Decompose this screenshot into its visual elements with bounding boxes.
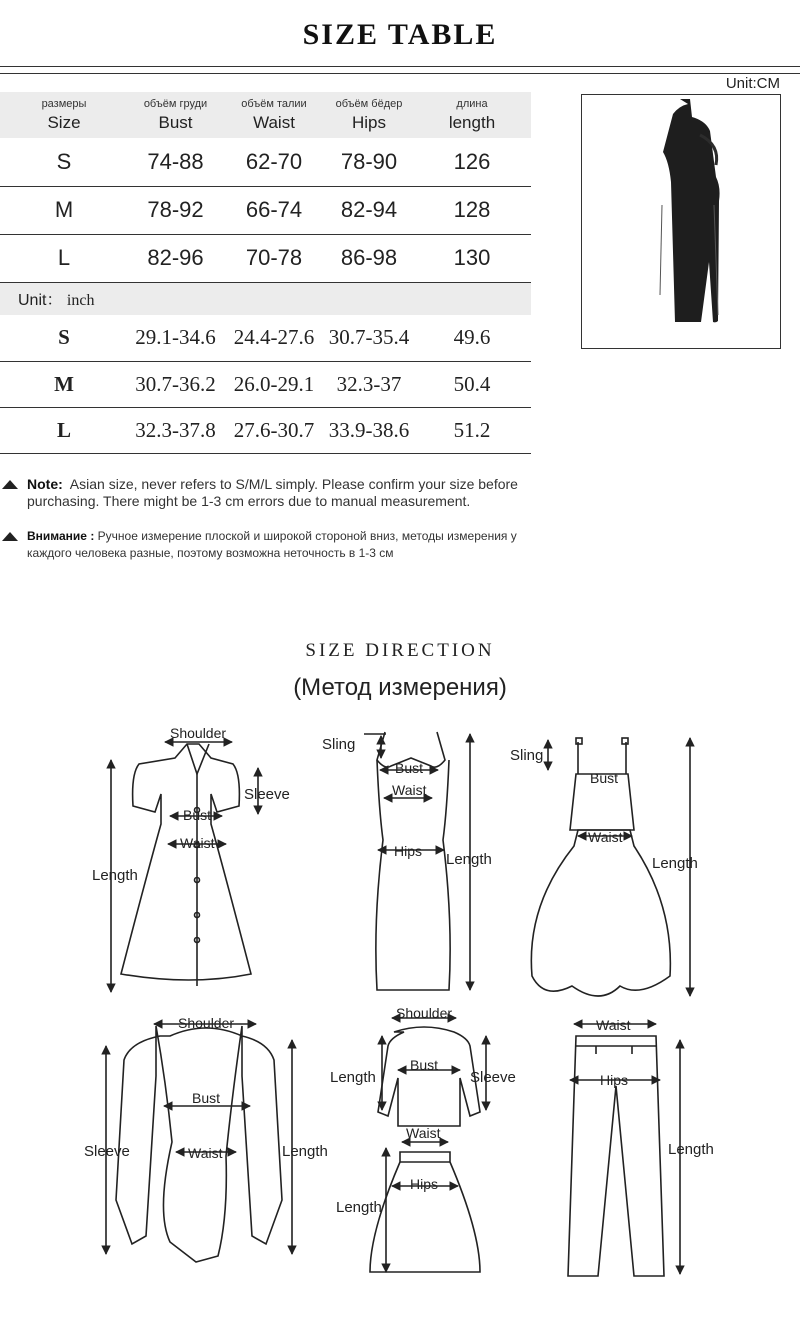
- label-length: Length: [336, 1199, 382, 1216]
- label-sleeve: Sleeve: [244, 786, 290, 803]
- label-length: Length: [330, 1069, 376, 1086]
- label-waist: Waist: [406, 1125, 441, 1141]
- col-waist: объём талии Waist: [241, 97, 307, 132]
- label-length: Length: [92, 867, 138, 884]
- table-row: S 74-88 62-70 78-90 126: [0, 138, 531, 186]
- table-row: M 78-92 66-74 82-94 128: [0, 186, 531, 234]
- product-photo: [581, 94, 781, 349]
- warning-triangle-icon: [2, 532, 18, 541]
- unit-label: Unit:CM: [725, 75, 780, 92]
- warning-triangle-icon: [2, 480, 18, 489]
- table-row: L 32.3-37.8 27.6-30.7 33.9-38.6 51.2: [0, 407, 531, 453]
- size-table: [0, 92, 531, 454]
- table-row: M 30.7-36.2 26.0-29.1 32.3-37 50.4: [0, 361, 531, 407]
- note-en: Note: Asian size, never refers to S/M/L simply. Please confirm your size before purchasing. There might be 1-3 cm errors due to manual measurement.: [0, 476, 540, 510]
- label-bust: Bust: [395, 760, 424, 776]
- label-sling: Sling: [322, 736, 356, 753]
- label-hips: Hips: [394, 843, 423, 859]
- label-shoulder: Shoulder: [170, 725, 227, 741]
- label-shoulder: Shoulder: [396, 1005, 453, 1021]
- pants-diagram: [568, 1024, 680, 1276]
- dress-image: [582, 95, 780, 348]
- col-hips: объём бёдер Hips: [335, 97, 403, 132]
- col-bust: объём груди Bust: [143, 97, 208, 132]
- label-waist: Waist: [188, 1145, 223, 1161]
- size-direction-title: SIZE DIRECTION: [305, 640, 495, 661]
- label-hips: Hips: [410, 1176, 439, 1192]
- label-bust: Bust: [192, 1090, 221, 1106]
- note-ru: Внимание : Ручное измерение плоской и широкой стороной вниз, методы измерения у каждого человека разные, поэтому возможна неточность в 1-3 см: [0, 528, 540, 562]
- col-length: длина length: [448, 97, 496, 132]
- divider: [0, 66, 800, 67]
- label-waist: Waist: [180, 835, 215, 851]
- label-length: Length: [446, 851, 492, 868]
- label-length: Length: [668, 1141, 714, 1158]
- label-length: Length: [652, 855, 698, 872]
- table-row: S 29.1-34.6 24.4-27.6 30.7-35.4 49.6: [0, 315, 531, 361]
- page-title: SIZE TABLE: [302, 18, 498, 51]
- label-bust: Bust: [590, 770, 619, 786]
- measurement-diagrams: [0, 700, 800, 1300]
- table-header: [0, 92, 531, 138]
- label-sling: Sling: [510, 747, 544, 764]
- label-hips: Hips: [600, 1072, 629, 1088]
- label-shoulder: Shoulder: [178, 1015, 235, 1031]
- divider: [0, 73, 800, 74]
- label-sleeve: Sleeve: [470, 1069, 516, 1086]
- label-waist: Waist: [596, 1017, 631, 1033]
- table-row: L 82-96 70-78 86-98 130: [0, 234, 531, 282]
- label-bust: Bust: [183, 807, 212, 823]
- label-bust: Bust: [410, 1057, 439, 1073]
- label-waist: Waist: [588, 829, 623, 845]
- label-waist: Waist: [392, 782, 427, 798]
- col-size: размеры Size: [41, 97, 87, 132]
- size-direction-subtitle: (Метод измерения): [293, 674, 507, 701]
- label-length: Length: [282, 1143, 328, 1160]
- label-sleeve: Sleeve: [84, 1143, 130, 1160]
- inch-unit-row: Unit： inch: [0, 282, 531, 315]
- bodysuit-diagram: [106, 1024, 292, 1262]
